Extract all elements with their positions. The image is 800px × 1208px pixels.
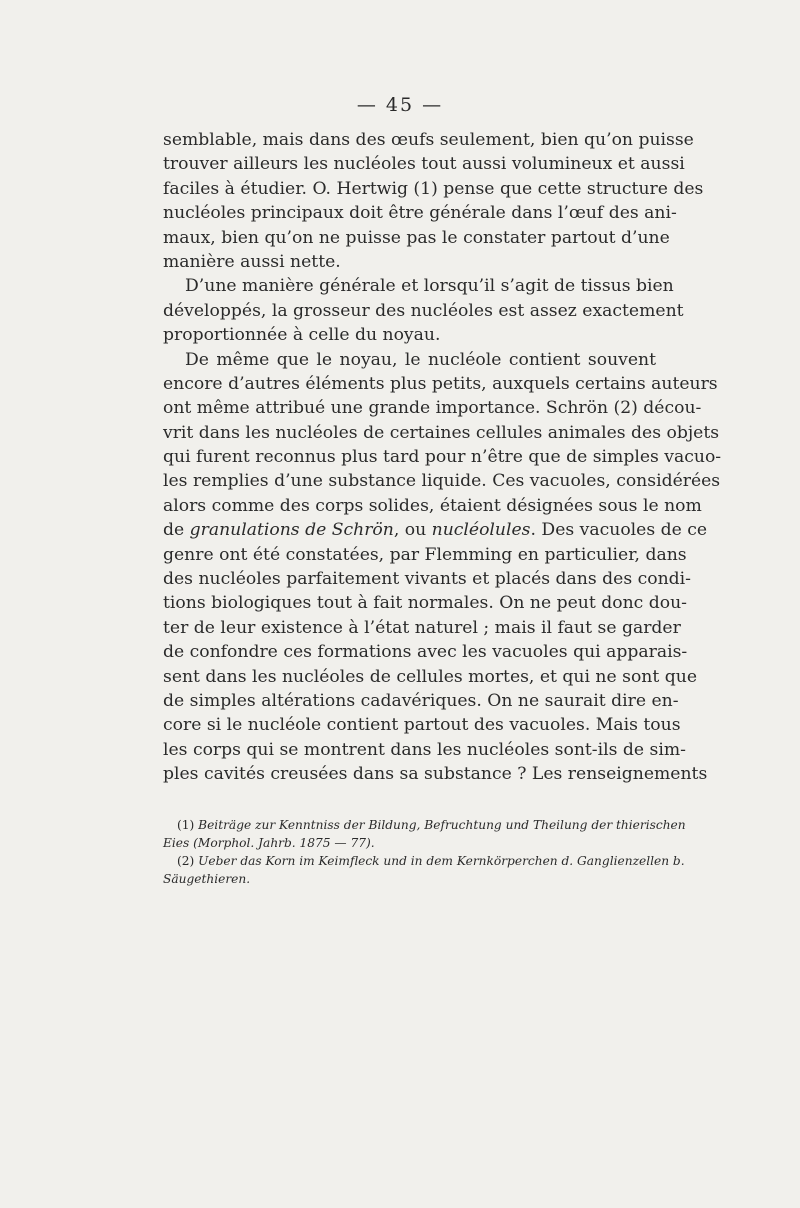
text-line: core si le nucléole contient partout des vacuoles. Mais tous — [163, 715, 681, 736]
text-line: semblable, mais dans des œufs seulement, bien qu’on puisse — [163, 130, 694, 150]
text-line: De même que le noyau, le nucléole contient souvent — [185, 349, 656, 370]
text-line: ples cavités creusées dans sa substance ? Les renseignements — [163, 764, 708, 785]
footnotes — [163, 816, 686, 888]
text-line: ter de leur existence à l’état naturel ; mais il faut se garder — [163, 617, 681, 638]
body-text — [163, 128, 722, 787]
text-line: de simples altérations cadavériques. On ne saurait dire en- — [163, 690, 679, 711]
text-line: sent dans les nucléoles de cellules mortes, et qui ne sont que — [163, 666, 697, 687]
text-line: proportionnée à celle du noyau. — [163, 325, 441, 346]
text-line: manière aussi nette. — [163, 251, 341, 272]
text-line: genre ont été constatées, par Flemming en particulier, dans — [163, 544, 687, 565]
text-fragment: de — [163, 520, 190, 541]
text-line: faciles à étudier. O. Hertwig (1) pense que cette structure des — [163, 178, 704, 199]
italic-term: granulations de Schrön — [189, 520, 394, 541]
text-line: trouver ailleurs les nucléoles tout aussi volumineux et aussi — [163, 154, 685, 175]
text-fragment: , ou — [393, 520, 432, 541]
text-line: vrit dans les nucléoles de certaines cellules animales des objets — [163, 422, 720, 443]
footnote-2-line-1: (2) Ueber das Korn im Keimfleck und in dem Kernkörperchen d. Ganglienzellen b. — [177, 854, 685, 868]
text-line: D’une manière générale et lorsqu’il s’agit de tissus bien — [185, 276, 674, 297]
footnote-1-line-2: Eies (Morphol. Jahrb. 1875 — 77). — [163, 836, 375, 850]
text-line: de confondre ces formations avec les vacuoles qui apparais- — [163, 642, 688, 663]
page-number: — 45 — — [356, 94, 444, 116]
text-line: encore d’autres éléments plus petits, auxquels certains auteurs — [163, 373, 718, 394]
text-line: tions biologiques tout à fait normales. On ne peut donc dou- — [163, 593, 687, 614]
text-line: maux, bien qu’on ne puisse pas le constater partout d’une — [163, 227, 670, 248]
text-line: alors comme des corps solides, étaient désignées sous le nom — [163, 495, 702, 516]
text-line: développés, la grosseur des nucléoles est assez exactement — [163, 300, 684, 321]
footnote-1-line-1: (1) Beiträge zur Kenntniss der Bildung, Befruchtung und Theilung der thierischen — [177, 818, 686, 832]
footnote-2-line-2: Säugethieren. — [163, 872, 251, 886]
text-line — [163, 518, 708, 542]
text-line: ont même attribué une grande importance. Schrön (2) décou- — [163, 398, 702, 419]
text-line: des nucléoles parfaitement vivants et placés dans des condi- — [163, 569, 691, 590]
text-line: nucléoles principaux doit être générale dans l’œuf des ani- — [163, 203, 677, 224]
text-fragment: . Des vacuoles de ce — [530, 520, 708, 541]
text-line: les remplies d’une substance liquide. Ces vacuoles, considérées — [163, 471, 721, 492]
italic-term: nucléolules — [431, 520, 531, 541]
text-line: qui furent reconnus plus tard pour n’être que de simples vacuo- — [163, 447, 722, 468]
text-line: les corps qui se montrent dans les nucléoles sont-ils de sim- — [163, 739, 686, 760]
